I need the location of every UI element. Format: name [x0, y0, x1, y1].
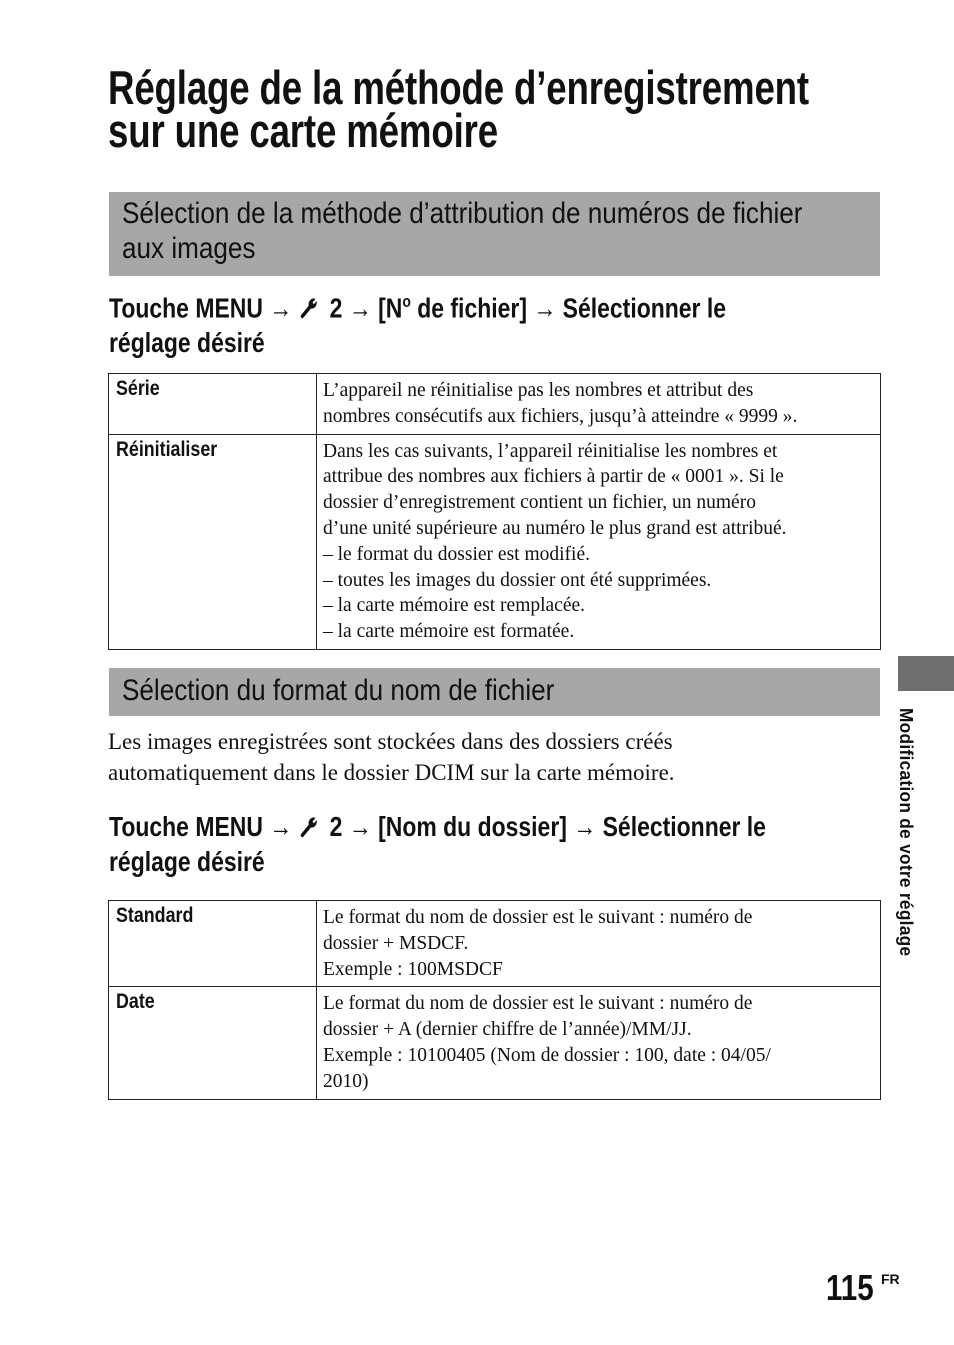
table-row: [109, 434, 881, 649]
option-description: Le format du nom de dossier est le suivant : numéro de dossier + MSDCF. Exemple : 100MSDCF: [317, 901, 881, 987]
page-title-line2: sur une carte mémoire: [108, 104, 498, 157]
section-heading-folder-name: [109, 668, 880, 716]
chapter-label: Modification de votre réglage: [896, 708, 916, 957]
page-number-value: 115: [826, 1267, 874, 1308]
option-key: Série: [109, 374, 317, 435]
section-heading-line2: aux images: [122, 232, 256, 265]
section-heading-text: Sélection du format du nom de fichier: [122, 674, 555, 707]
table-row: [109, 901, 881, 987]
table-row: [109, 374, 881, 435]
menu-path-file-number: [109, 284, 861, 360]
menu-path-line2: réglage désiré: [109, 846, 265, 877]
menu-path-line2: réglage désiré: [109, 327, 265, 359]
menu-path-part1: Touche MENU →: [109, 811, 299, 842]
option-description: L’appareil ne réinitialise pas les nombres et attribut des nombres consécutifs aux fichiers, jusqu’à atteindre « 9999 ».: [317, 374, 881, 435]
page-number: [826, 1267, 900, 1308]
file-number-options-table: [108, 373, 881, 650]
chapter-tab-marker: [898, 656, 954, 691]
page-title: [108, 61, 954, 157]
menu-path-part1: Touche MENU →: [109, 292, 299, 324]
folder-name-options-table: [108, 900, 881, 1100]
section-heading-line1: Sélection de la méthode d’attribution de numéros de fichier: [122, 197, 803, 230]
table-row: [109, 987, 881, 1099]
option-key: Réinitialiser: [109, 434, 317, 649]
body-paragraph: Les images enregistrées sont stockées dans des dossiers créés automatiquement dans le dossier DCIM sur la carte mémoire.: [108, 729, 675, 785]
menu-path-folder-name: [109, 809, 910, 879]
option-description: Le format du nom de dossier est le suivant : numéro de dossier + A (dernier chiffre de l’année)/MM/JJ. Exemple : 10100405 (Nom de dossier : 100, date : 04/05/ 2010): [317, 987, 881, 1099]
section-heading-file-number: [109, 192, 880, 276]
page-number-suffix: FR: [881, 1271, 900, 1287]
option-key: Date: [109, 987, 317, 1099]
menu-path-part2: 2 → [Nom du dossier] → Sélectionner le: [323, 811, 766, 842]
option-description: Dans les cas suivants, l’appareil réinitialise les nombres et attribue des nombres aux fichiers à partir de « 0001 ». Si le dossier d’enregistrement contient un fichier, un numéro d’une unité supérieure au numéro le plus grand est attribué. – le format du dossier est modifié. – toutes les images du dossier ont été supprimées. – la carte mémoire est remplacée. – la carte mémoire est formatée.: [317, 434, 881, 649]
menu-path-part3: de fichier] → Sélectionner le: [410, 292, 727, 324]
page-title-line1: Réglage de la méthode d’enregistrement: [108, 61, 809, 114]
wrench-icon: [300, 816, 318, 838]
wrench-icon: [300, 297, 318, 319]
menu-path-part2: 2 → [N: [323, 292, 403, 324]
option-key: Standard: [109, 901, 317, 987]
menu-path-sup: o: [402, 292, 411, 311]
